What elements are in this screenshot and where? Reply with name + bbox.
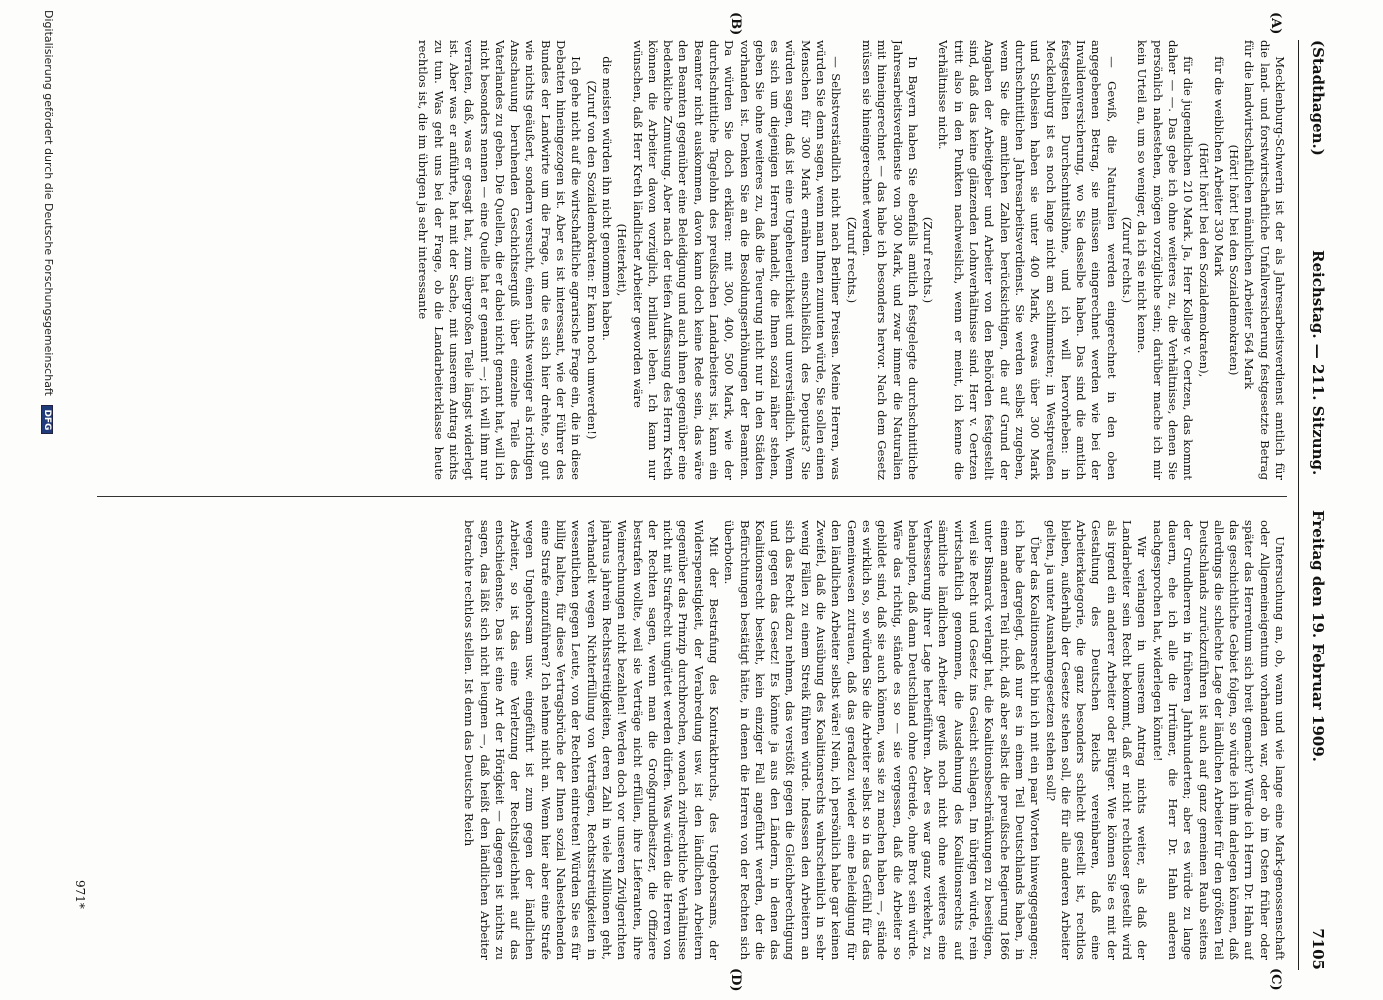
margin-marker-d: (D)	[728, 968, 743, 992]
page-number: 7105	[1309, 928, 1327, 970]
margin-marker-c: (C)	[1268, 968, 1283, 991]
paragraph: Ich gehe nicht auf die wirtschaftliche agrarische Frage ein, die in diese Debatten hineingezogen ist. Aber es ist interessant, wie der Führer des Bundes der Landwirte um die Frage, um die es sich hier drehte, so gut wie nichts geäußert, sondern versucht, einen nichts weniger als richtigen Anschauung beruhenden Geschichtserguß über einzelne Teile des Vaterlandes zu geben. Die Quellen, die er dabei nicht genannt hat, will ich nicht besonders nennen — eine Quelle hat er genannt —; ich will ihm nur verraten, daß, was er gesagt hat, zum übergroßen Teile längst widerlegt ist. Aber was er anführte, hat mit der Sache, mit unserem Antrag nichts zu tun. Was geht uns bei der Frage, ob die Landarbeiterklasse heute rechtlos ist, die im übrigen ja sehr interessante	[416, 40, 584, 480]
signature-mark: 971*	[73, 880, 87, 909]
session-date: Freitag den 19. Februar 1909.	[1309, 510, 1327, 762]
text-column-left	[97, 40, 1287, 480]
margin-marker-a: (A)	[1268, 12, 1283, 35]
paragraph: Wir verlangen in unserem Antrag nichts weiter, als daß der Landarbeiter sein Recht bekommt, daß er nicht rechtloser gestellt wird als irgend ein anderer Arbeiter oder Bürger. Wie können Sie es mit der Gestaltung des Deutschen Reichs vereinbaren, daß eine Arbeiterkategorie, die ganz besonders schlecht gestellt ist, rechtlos bleiben, außerhalb der Gesetze stehen soll, die für alle anderen Arbeiter gelten, ja unter Ausnahmegesetzen stehen soll?	[1043, 520, 1150, 960]
paragraph: Mit der Bestrafung des Kontraktbruchs, des Ungehorsams, der Widerspenstigkeit, der Verabredung usw. ist den ländlichen Arbeitern gegenüber das Prinzip durchbrochen, wonach zivilrechtliche Verhältnisse nicht mit Strafrecht umgürtet werden dürfen. Was würden die Herren von der Rechten sagen, wenn man die Großgrundbesitzer, die Offiziere bestrafen wollte, weil sie Verträge nicht erfüllen, ihre Lieferanten, ihre Weinrechnungen nicht bezahlen! Werden doch vor unseren Zivilgerichten jahraus jahrein Rechtsstreitigkeiten, deren Zahl in viele Millionen geht, verhandelt wegen Nichterfüllung von Verträgen, Rechtsstreitigkeiten in wesentlichen gegen Leute, von der Rechten eintreten! Würden Sie es für billig halten, für diese Vertragsbrüche der Ihnen sozial Nahestehenden eine Strafe einzuführen? Ich nehme nicht an. Wenn hier aber eine Strafe wegen Ungehorsam usw. eingeführt ist zum gegen der ländlichen Arbeiter, so ist das eine Verletzung der Rechtsgleichheit auf das entschiedenste. Das ist eine Art der Hörigkeit — dagegen ist nichts zu sagen, das läßt sich nicht leugnen —, daß heißt den ländlichen Arbeiter betrachte rechtlos stellen. Ist denn das Deutsche Reich	[462, 520, 722, 960]
paragraph: In Bayern haben Sie ebenfalls amtlich festgelegte durchschnittliche Jahresarbeitsverdienste von 300 Mark, und zwar immer die Naturalien mit hineingerechnet — das habe ich besonders hervor. Nach dem Gesetz müssen sie hineingerechnet werden.	[859, 40, 920, 480]
credit-text: Digitalisierung gefördert durch die Deutsche Forschungsgemeinschaft	[42, 10, 55, 396]
dfg-logo: DFG	[41, 405, 53, 434]
paragraph: Über das Koalitionsrecht bin ich mit ein paar Worten hinweggegangen; ich habe dargelegt, daß nur es in einem Teil Deutschlands haben, in einem anderen Teil nicht, daß aber selbst die preußische Regierung 1866 unter Bismarck verlangt hat, die Koalitionsbeschränkungen zu beseitigen, weil sie Recht und Gesetz ins Gesicht schlagen. Im übrigen würde, rein wirtschaftlich genommen, die Ausdehnung des Koalitionsrechts auf sämtliche ländlichen Arbeiter gewiß noch nicht ohne weiteres eine Verbesserung ihrer Lage herbeiführen. Aber es war ganz verkehrt, zu behaupten, daß dann Deutschland ohne Getreide, ohne Brot sein würde. Wäre das richtig, stände es so — sie vergessen, daß die Arbeiter so gebildet sind, daß sie auch können, was sie zu machen haben —, stände es wirklich so, so würden Sie die Arbeiter selbst so in das Gefühl für das Gemeinwesen zutrauen, daß das geradezu wieder eine Beleidigung für den ländlichen Arbeiter selbst wäre! Nein, ich persönlich habe gar keinen Zweifel, daß die Ausübung des Koalitionsrechts wahrscheinlich in sehr wenig Fällen zu einem Streik führen würde. Indessen den Arbeitern an sich das Recht dazu nehmen, das verstößt gegen die Gleichberechtigung und gegen das Gesetz! Es könnte ja aus den Ländern, in denen das Koalitionsrecht besteht, kein einziger Fall angeführt werden, der die Befürchtungen bestätigt hätte, in denen die Herren von der Rechten sich überboten.	[722, 520, 1043, 960]
paragraph: für die weiblichen Arbeiter 330 Mark	[1211, 56, 1226, 277]
digitization-credit	[35, 10, 55, 1000]
margin-marker-b: (B)	[728, 12, 743, 36]
interjection: (Zuruf rechts.)	[844, 216, 859, 304]
interjection: (Heiterkeit),	[615, 223, 630, 297]
speaker-name: (Stadthagen.)	[1309, 40, 1327, 156]
column-divider	[97, 496, 1287, 497]
interjection: (Hört! hört! bei den Sozialdemokraten)	[1227, 144, 1242, 376]
interjection: (Hört! hört! bei den Sozialdemokraten),	[1196, 142, 1211, 378]
text-column-right	[97, 520, 1287, 960]
paragraph: die meisten würden ihn nicht genommen haben.	[599, 56, 614, 341]
paragraph: — Gewiß, die Naturalien werden eingerechnet in den oben angegebenen Betrag, sie müssen eingerechnet werden wie bei der Invalidenversicherung, wo Sie dasselbe haben. Das sind die amtlich festgestellten Durchschnittslöhne, und ich will hervorheben: in Mecklenburg ist es noch lange nicht am schlimmsten; in Westpreußen und Schlesien haben sie unter 400 Mark, etwas über 300 Mark durchschnittlichen Jahresarbeitsverdienst. Sie werden selbst zugeben, wenn Sie die amtlichen Zahlen berücksichtigen, die auf Grund der Angaben der Arbeitgeber und Arbeiter von den Behörden festgestellt sind, daß das keine glänzenden Lohnverhältnisse sind. Herr v. Oertzen tritt also in den Punkten nachweislich, wenn er meint, ich kenne die Verhältnisse nicht.	[936, 40, 1119, 480]
interjection: (Zuruf rechts.)	[1120, 216, 1135, 304]
interjection: (Zuruf rechts.)	[921, 216, 936, 304]
paragraph: — Selbstverständlich nicht nach Berliner Preisen. Meine Herren, was würden Sie denn sagen, wenn man Ihnen zumuten würde, Sie sollen einen Menschen für 300 Mark ernähren einschließlich des Deputats? Sie würden sagen, daß ist eine Ungeheuerlichkeit und unverständlich. Wenn es sich um diejenigen Herren handelt, die Ihnen sozial näher stehen, geben Sie ohne weiteres zu, daß die Teuerung nicht nur in den Städten vorhanden ist. Denken Sie an die Besoldungserhöhungen der Beamten. Da würden Sie doch erklären: mit 300, 400, 500 Mark, wie der durchschnittliche Tagelohn des preußischen Landarbeiters ist, kann ein Beamter nicht auskommen, davon kann doch keine Rede sein, das wäre den Beamten gegenüber eine Beleidigung und auch ihnen gegenüber eine bedenkliche Zumutung. Aber nach der tiefen Auffassung des Herrn Kreth können die Arbeiter davon vorzüglich, brillant leben. Ich kann nur wünschen, daß Herr Kreth ländlicher Arbeiter geworden wäre	[630, 40, 844, 480]
session-title: Reichstag. — 211. Sitzung.	[1309, 250, 1327, 476]
page-header	[1299, 40, 1327, 970]
paragraph: Mecklenburg-Schwerin ist der als Jahresarbeitsverdienst amtlich für die land- und forstwirtschaftliche Unfallversicherung festgesetzte Betrag für die landwirtschaftlichen männlichen Arbeiter 564 Mark	[1242, 40, 1287, 480]
paragraph: Untersuchung an, ob, wann und wie lange eine Mark-genossenschaft oder Allgemeineigentum vorhanden war, oder ob im Osten früher oder später das Herrentum sich breit gemacht? Würde ich Herrn Dr. Hahn auf das geschichtliche Gebiet folgen, so würde ich ihm darlegen können, daß allerdings die schlechte Lage der ländlichen Arbeiter für den größten Teil Deutschlands zurückzuführen ist auch auf ganz gemeinen Raub seitens der Grundherren in früheren Jahrhunderten; aber es würde zu lange dauern, ehe ich alle die Irrtümer, die Herr Dr. Hahn anderen nachgesprochen hat, widerlegen könnte!	[1150, 520, 1287, 960]
paragraph: für die jugendlichen 210 Mark. Ja, Herr Kollege v. Oertzen, das kommt daher — —. Das gebe ich ohne weiteres zu, die Verhältnisse, denen Sie persönlich nahestehen, mögen vorzügliche sein; darüber mache ich mir kein Urteil an, um so weniger, da ich sie nicht kenne.	[1135, 40, 1196, 480]
header-rule	[1298, 40, 1299, 970]
interjection: (Zuruf von den Sozialdemokraten: Er kann noch umwerden!)	[584, 80, 599, 440]
